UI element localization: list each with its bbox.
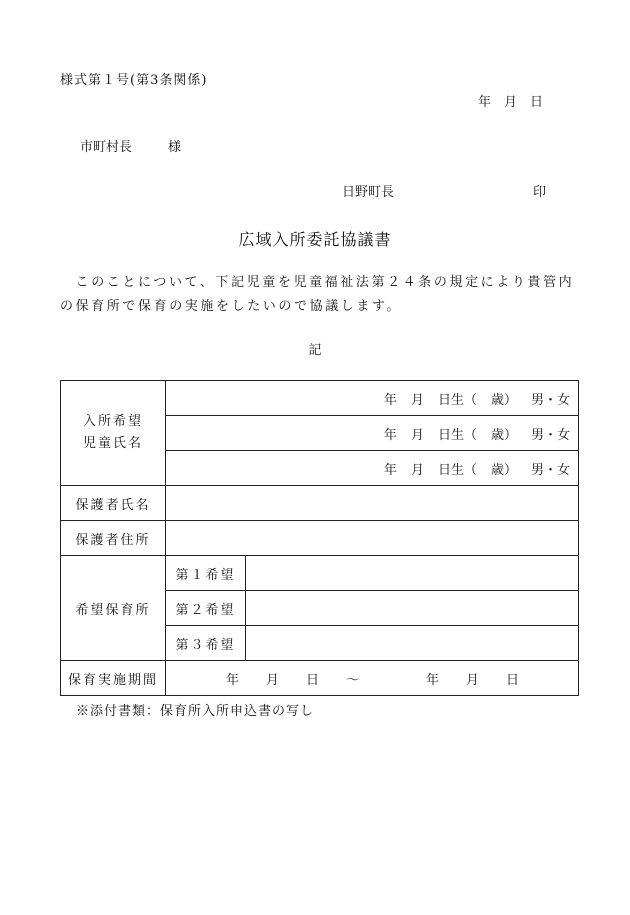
birth-month: 月 bbox=[410, 392, 424, 408]
child-entry-2[interactable] bbox=[166, 416, 579, 451]
choice-2-label: 第２希望 bbox=[166, 591, 246, 626]
sex-choice: 男・女 bbox=[530, 427, 570, 443]
period-row bbox=[61, 661, 579, 696]
guardian-name-field[interactable] bbox=[166, 486, 579, 521]
choice-1-field[interactable] bbox=[246, 556, 579, 591]
choice-1-label: 第１希望 bbox=[166, 556, 246, 591]
period-end-month: 月 bbox=[466, 672, 480, 688]
birth-year: 年 bbox=[383, 427, 397, 443]
sex-choice: 男・女 bbox=[530, 392, 570, 408]
birth-day: 日生（ bbox=[437, 427, 477, 443]
period-start-year: 年 bbox=[226, 672, 240, 688]
document-title: 広域入所委託協議書 bbox=[238, 230, 392, 249]
child-label-line2: 児童氏名 bbox=[82, 436, 143, 451]
period-start-day: 日 bbox=[306, 672, 320, 688]
addressee bbox=[80, 136, 181, 155]
period-end-year: 年 bbox=[426, 672, 440, 688]
body-paragraph: このことについて、下記児童を児童福祉法第２４条の規定により貴管内の保育所で保育の実施をしたいので協議します。 bbox=[60, 275, 575, 314]
preferred-label: 希望保育所 bbox=[61, 556, 166, 661]
seal-mark: 印 bbox=[533, 185, 547, 200]
ki-heading: 記 bbox=[308, 343, 322, 358]
choice-2-field[interactable] bbox=[246, 591, 579, 626]
age: 歳） bbox=[490, 427, 517, 443]
period-start-month: 月 bbox=[266, 672, 280, 688]
addressee-name: 市町村長 bbox=[80, 140, 133, 155]
guardian-address-field[interactable] bbox=[166, 521, 579, 556]
child-entry-1[interactable] bbox=[166, 381, 579, 416]
choice-row bbox=[61, 556, 579, 591]
footnote: ※添付書類：保育所入所申込書の写し bbox=[76, 704, 315, 719]
sex-choice: 男・女 bbox=[530, 462, 570, 478]
child-label-line1: 入所希望 bbox=[82, 414, 143, 429]
guardian-name-label: 保護者氏名 bbox=[61, 486, 166, 521]
age: 歳） bbox=[490, 462, 517, 478]
guardian-name-row bbox=[61, 486, 579, 521]
birth-year: 年 bbox=[383, 462, 397, 478]
birth-day: 日生（ bbox=[437, 462, 477, 478]
guardian-address-label: 保護者住所 bbox=[61, 521, 166, 556]
period-label: 保育実施期間 bbox=[61, 661, 166, 696]
age: 歳） bbox=[490, 392, 517, 408]
agreement-table bbox=[60, 380, 579, 696]
guardian-address-row bbox=[61, 521, 579, 556]
birth-day: 日生（ bbox=[437, 392, 477, 408]
child-label-cell bbox=[61, 381, 166, 486]
birth-year: 年 bbox=[383, 392, 397, 408]
addressee-honorific: 様 bbox=[168, 140, 182, 155]
choice-3-label: 第３希望 bbox=[166, 626, 246, 661]
form-number: 様式第１号(第3条関係) bbox=[60, 73, 208, 88]
period-tilde: ～ bbox=[346, 672, 360, 688]
sender-name: 日野町長 bbox=[342, 185, 395, 200]
period-end-day: 日 bbox=[506, 672, 520, 688]
date-line: 年 月 日 bbox=[478, 95, 544, 110]
choice-3-field[interactable] bbox=[246, 626, 579, 661]
period-field[interactable] bbox=[166, 661, 579, 696]
child-entry-3[interactable] bbox=[166, 451, 579, 486]
birth-month: 月 bbox=[410, 462, 424, 478]
child-row bbox=[61, 381, 579, 416]
birth-month: 月 bbox=[410, 427, 424, 443]
